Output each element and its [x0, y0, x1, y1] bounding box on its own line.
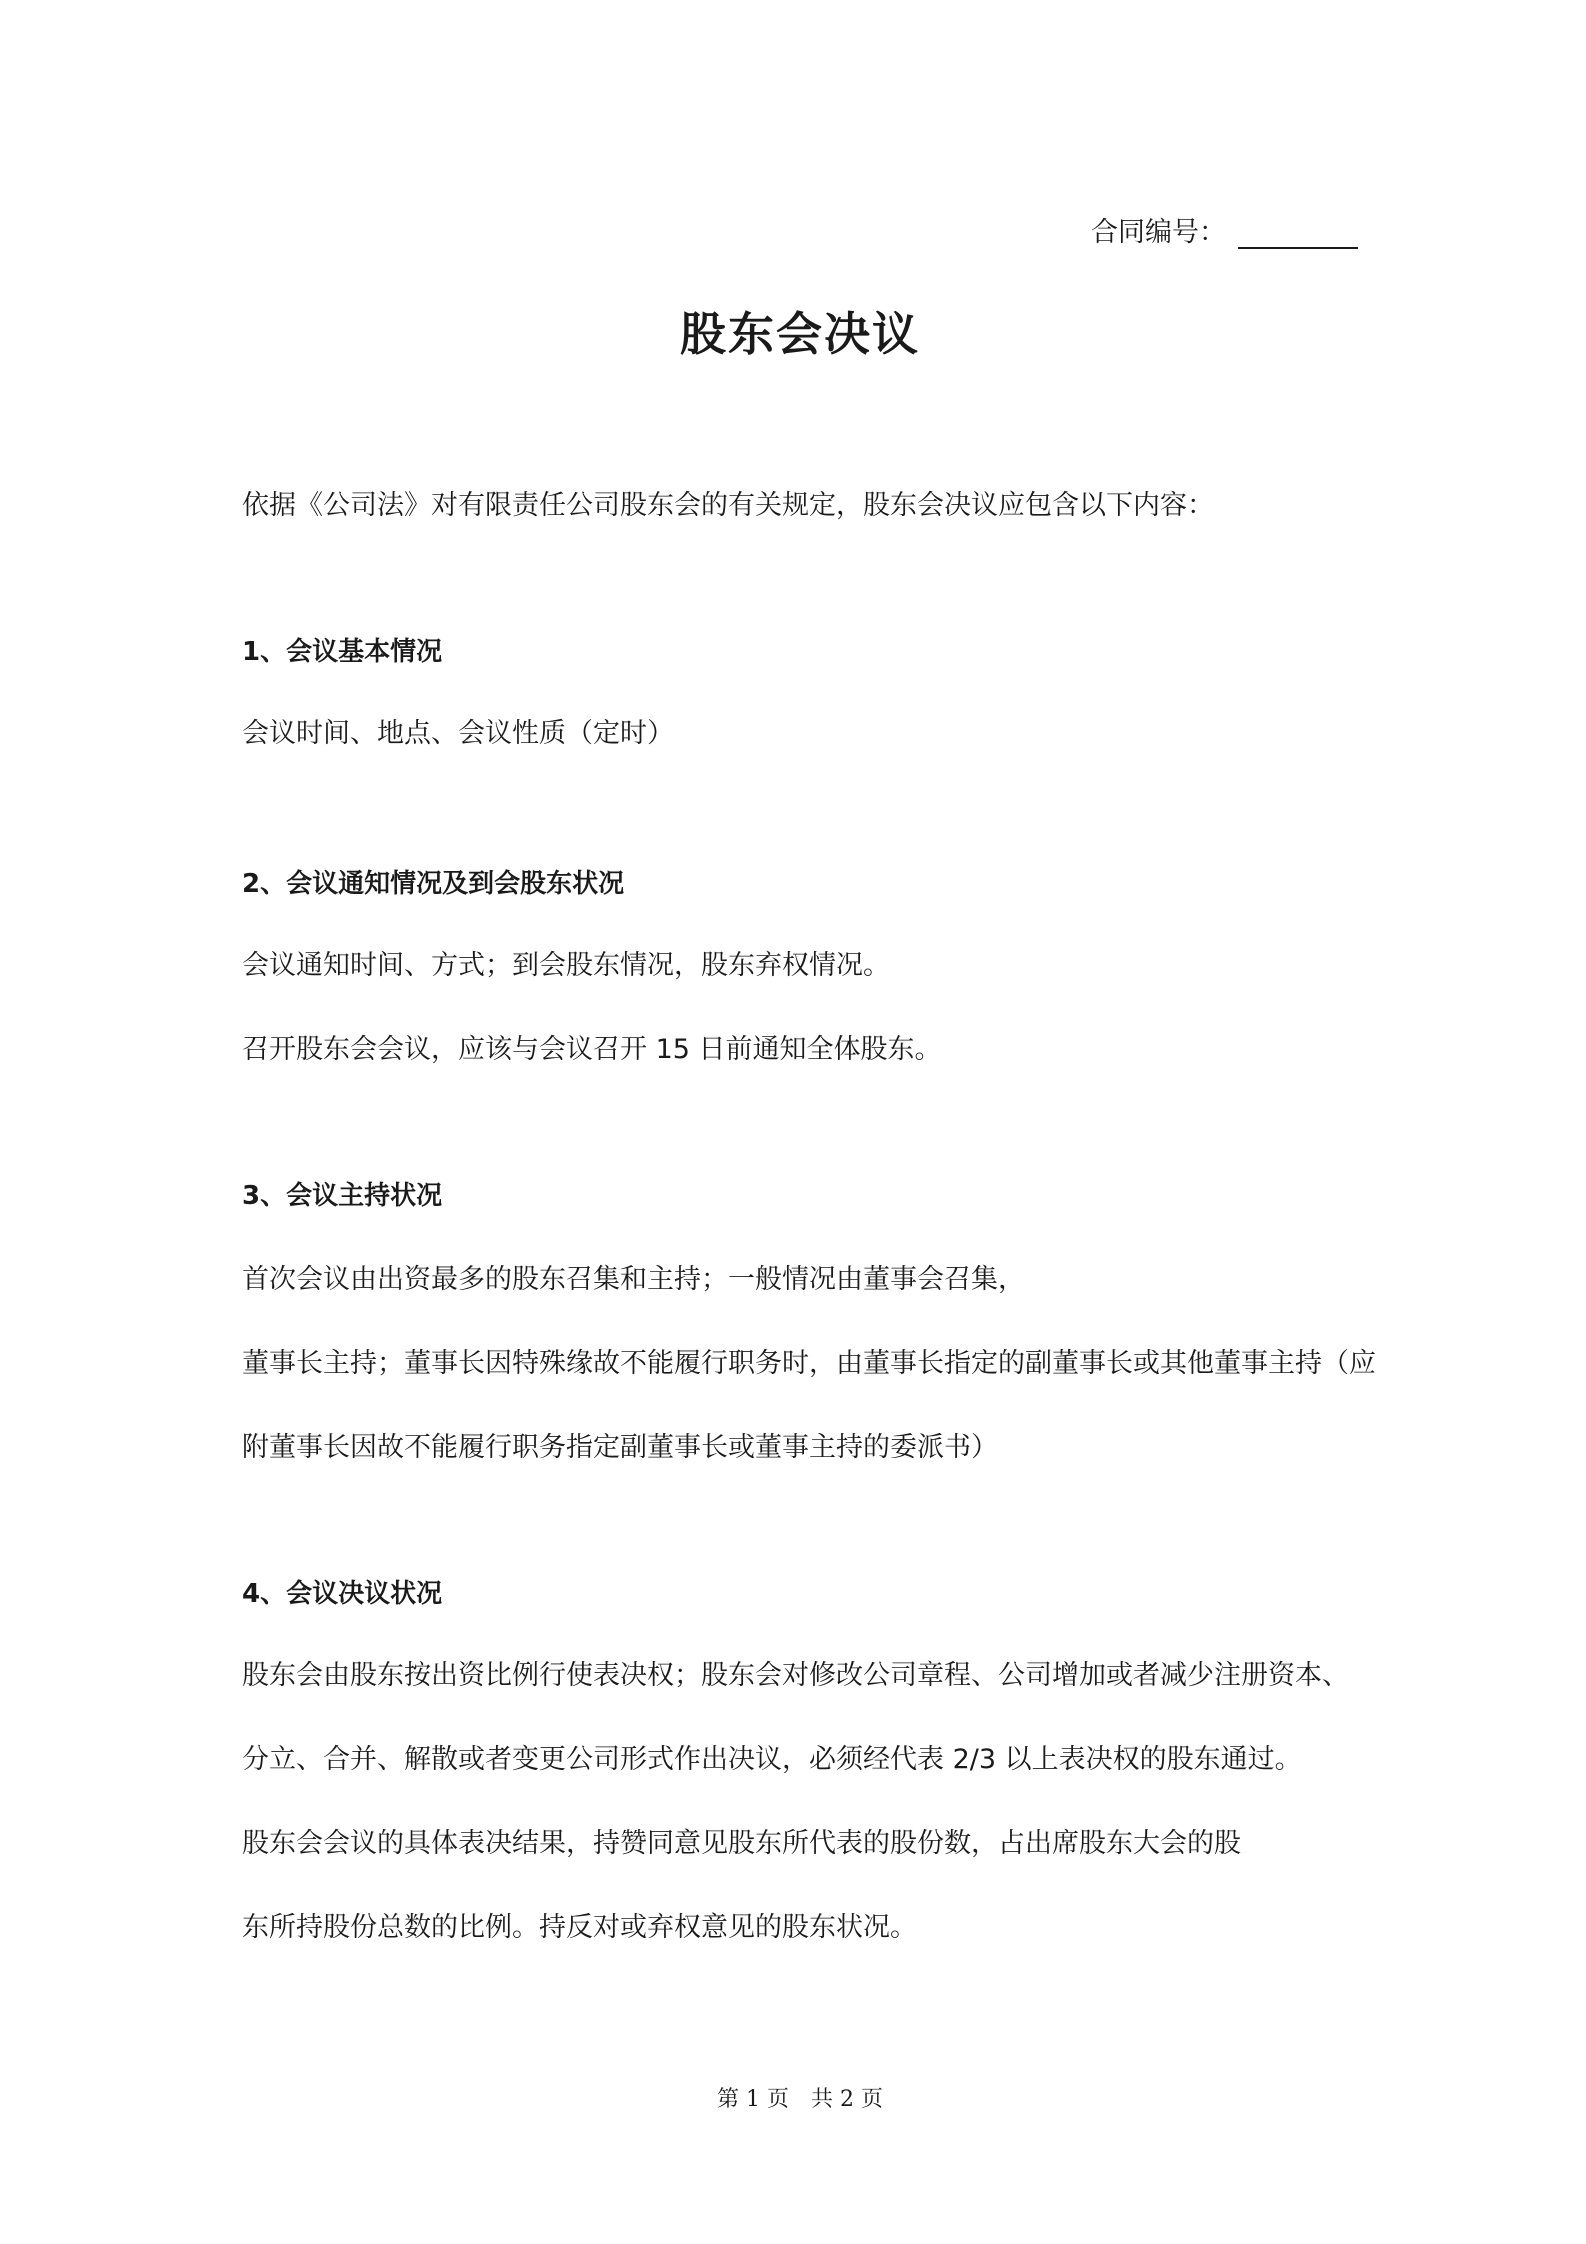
page-footer: 第 1 页 共 2 页 — [717, 2087, 883, 2112]
intro-paragraph: 依据《公司法》对有限责任公司股东会的有关规定，股东会决议应包含以下内容： — [242, 490, 1214, 521]
section-2-line-1: 会议通知时间、方式；到会股东情况，股东弃权情况。 — [242, 950, 890, 981]
section-3-heading: 3、会议主持状况 — [242, 1181, 443, 1211]
contract-number-label: 合同编号： — [1091, 217, 1226, 248]
section-2-line-2: 召开股东会会议，应该与会议召开 15 日前通知全体股东。 — [242, 1034, 942, 1065]
section-4-heading: 4、会议决议状况 — [242, 1579, 443, 1609]
section-3-line-2: 董事长主持；董事长因特殊缘故不能履行职务时，由董事长指定的副董事长或其他董事主持（应 — [242, 1348, 1376, 1379]
section-2-heading: 2、会议通知情况及到会股东状况 — [242, 869, 625, 899]
section-4-line-1: 股东会由股东按出资比例行使表决权；股东会对修改公司章程、公司增加或者减少注册资本、 — [242, 1660, 1349, 1691]
section-3-line-1: 首次会议由出资最多的股东召集和主持；一般情况由董事会召集， — [242, 1264, 1025, 1295]
section-4-line-2: 分立、合并、解散或者变更公司形式作出决议，必须经代表 2/3 以上表决权的股东通过。 — [242, 1744, 1302, 1775]
contract-number-blank — [1238, 213, 1358, 249]
contract-number — [1091, 210, 1358, 249]
section-1-line-1: 会议时间、地点、会议性质（定时） — [242, 718, 674, 749]
section-4-line-3: 股东会会议的具体表决结果，持赞同意见股东所代表的股份数，占出席股东大会的股 — [242, 1828, 1241, 1859]
section-3-line-3: 附董事长因故不能履行职务指定副董事长或董事主持的委派书） — [242, 1432, 998, 1463]
section-1-heading: 1、会议基本情况 — [242, 637, 443, 667]
section-4-line-4: 东所持股份总数的比例。持反对或弃权意见的股东状况。 — [242, 1912, 917, 1943]
document-title: 股东会决议 — [680, 307, 920, 361]
